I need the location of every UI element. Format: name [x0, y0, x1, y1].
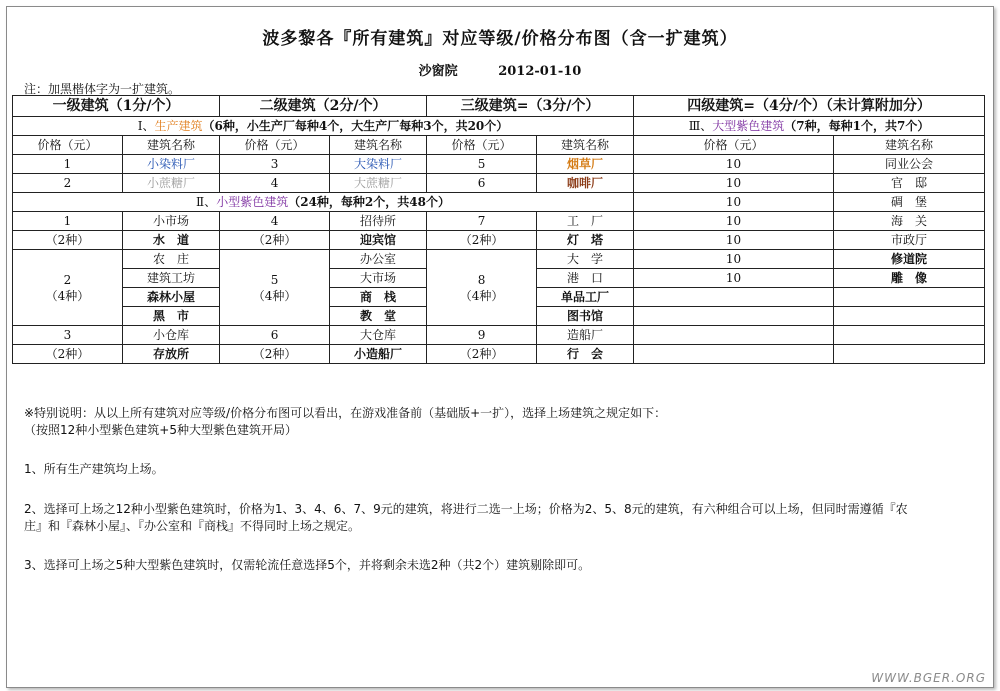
building-name: 海 关: [834, 212, 985, 231]
rule-2-line-2: 庄』和『森林小屋』、『办公室和『商栈』不得同时上场之规定。: [24, 519, 361, 533]
building-name: 灯 塔: [537, 231, 634, 250]
building-name: 同业公会: [834, 155, 985, 174]
rule-1: 1、所有生产建筑均上场。: [24, 462, 164, 476]
level-1-header: 一级建筑（1分/个）: [13, 96, 220, 117]
building-name: 大市场: [330, 269, 427, 288]
building-name: 大蔗糖厂: [330, 174, 427, 193]
rule-3: 3、选择可上场之5种大型紫色建筑时，仅需轮流任意选择5个，并将剩余未选2种（共2个）建筑剔除即可。: [24, 558, 591, 572]
legend-note: 注：加黑楷体字为一扩建筑。: [24, 82, 181, 96]
building-table: [12, 95, 985, 364]
building-name: 大仓库: [330, 326, 427, 345]
building-name: 修道院: [834, 250, 985, 269]
building-name: 建筑工坊: [123, 269, 220, 288]
table-row: 建筑工坊 大市场 港 口 10 雕 像: [13, 269, 985, 288]
small-violet-section-header: Ⅱ、小型紫色建筑（24种，每种2个，共48个）: [13, 193, 634, 212]
col-price: 价格（元）: [427, 136, 537, 155]
building-name: 单品工厂: [537, 288, 634, 307]
col-price: 价格（元）: [13, 136, 123, 155]
col-price: 价格（元）: [634, 136, 834, 155]
building-name: 大 学: [537, 250, 634, 269]
large-violet-section-header: Ⅲ、大型紫色建筑（7种，每种1个，共7个）: [634, 117, 985, 136]
building-name: 官 邸: [834, 174, 985, 193]
table-row: Ⅱ、小型紫色建筑（24种，每种2个，共48个） 10 碉 堡: [13, 193, 985, 212]
building-name: 小市场: [123, 212, 220, 231]
page-title: 波多黎各『所有建筑』对应等级/价格分布图（含一扩建筑）: [262, 29, 738, 49]
table-row: 1 小市场 4 招待所 7 工 厂 10 海 关: [13, 212, 985, 231]
table-row: 2 小蔗糖厂 4 大蔗糖厂 6 咖啡厂 10 官 邸: [13, 174, 985, 193]
column-header-row: [13, 136, 985, 155]
table-row: （2种） 水 道 （2种） 迎宾馆 （2种） 灯 塔 10 市政厅: [13, 231, 985, 250]
table-row: （2种） 存放所 （2种） 小造船厂 （2种） 行 会: [13, 345, 985, 364]
col-name: 建筑名称: [123, 136, 220, 155]
building-name: 工 厂: [537, 212, 634, 231]
building-name: 大染料厂: [330, 155, 427, 174]
col-price: 价格（元）: [220, 136, 330, 155]
production-section-header: Ⅰ、生产建筑（6种，小生产厂每种4个，大生产厂每种3个，共20个）: [13, 117, 634, 136]
building-name: 港 口: [537, 269, 634, 288]
col-name: 建筑名称: [834, 136, 985, 155]
building-name: 小染料厂: [123, 155, 220, 174]
building-name: 迎宾馆: [330, 231, 427, 250]
level-2-header: 二级建筑（2分/个）: [220, 96, 427, 117]
col-name: 建筑名称: [537, 136, 634, 155]
building-name: 教 堂: [330, 307, 427, 326]
building-name: 商 栈: [330, 288, 427, 307]
explanation-line-1: ※特别说明：从以上所有建筑对应等级/价格分布图可以看出，在游戏准备前（基础版+一扩），选择上场建筑之规定如下：: [24, 406, 667, 420]
building-name: 森林小屋: [123, 288, 220, 307]
level-3-header: 三级建筑=（3分/个）: [427, 96, 634, 117]
building-name: 招待所: [330, 212, 427, 231]
table-row: 2 （4种） 农 庄 5 （4种） 办公室 8 （4种） 大 学 10 修道院: [13, 250, 985, 269]
level-header-row: [13, 96, 985, 117]
building-name: 存放所: [123, 345, 220, 364]
building-name: 黑 市: [123, 307, 220, 326]
watermark: WWW.BGER.ORG: [871, 671, 986, 685]
building-name: 小蔗糖厂: [123, 174, 220, 193]
building-name: 烟草厂: [537, 155, 634, 174]
building-name: 雕 像: [834, 269, 985, 288]
author-name: 沙窗院: [418, 64, 458, 79]
section-header-row: [13, 117, 985, 136]
building-name: 市政厅: [834, 231, 985, 250]
building-name: 碉 堡: [834, 193, 985, 212]
building-name: 咖啡厂: [537, 174, 634, 193]
level-4-header: 四级建筑=（4分/个）（未计算附加分）: [634, 96, 985, 117]
explanation-line-2: （按照12种小型紫色建筑+5种大型紫色建筑开局）: [24, 423, 297, 437]
building-name: 造船厂: [537, 326, 634, 345]
table-row: 1 小染料厂 3 大染料厂 5 烟草厂 10 同业公会: [13, 155, 985, 174]
building-name: 小仓库: [123, 326, 220, 345]
subtitle: [0, 60, 1000, 79]
building-name: 水 道: [123, 231, 220, 250]
table-row: 3 小仓库 6 大仓库 9 造船厂: [13, 326, 985, 345]
building-name: 小造船厂: [330, 345, 427, 364]
building-name: 农 庄: [123, 250, 220, 269]
building-name: 行 会: [537, 345, 634, 364]
rule-2-line-1: 2、选择可上场之12种小型紫色建筑时，价格为1、3、4、6、7、9元的建筑，将进行二选一上场；价格为2、5、8元的建筑，有六种组合可以上场，但同时需遵循『农: [24, 502, 908, 516]
date-label: 2012-01-10: [498, 64, 582, 79]
building-name: 办公室: [330, 250, 427, 269]
building-name: 图书馆: [537, 307, 634, 326]
col-name: 建筑名称: [330, 136, 427, 155]
